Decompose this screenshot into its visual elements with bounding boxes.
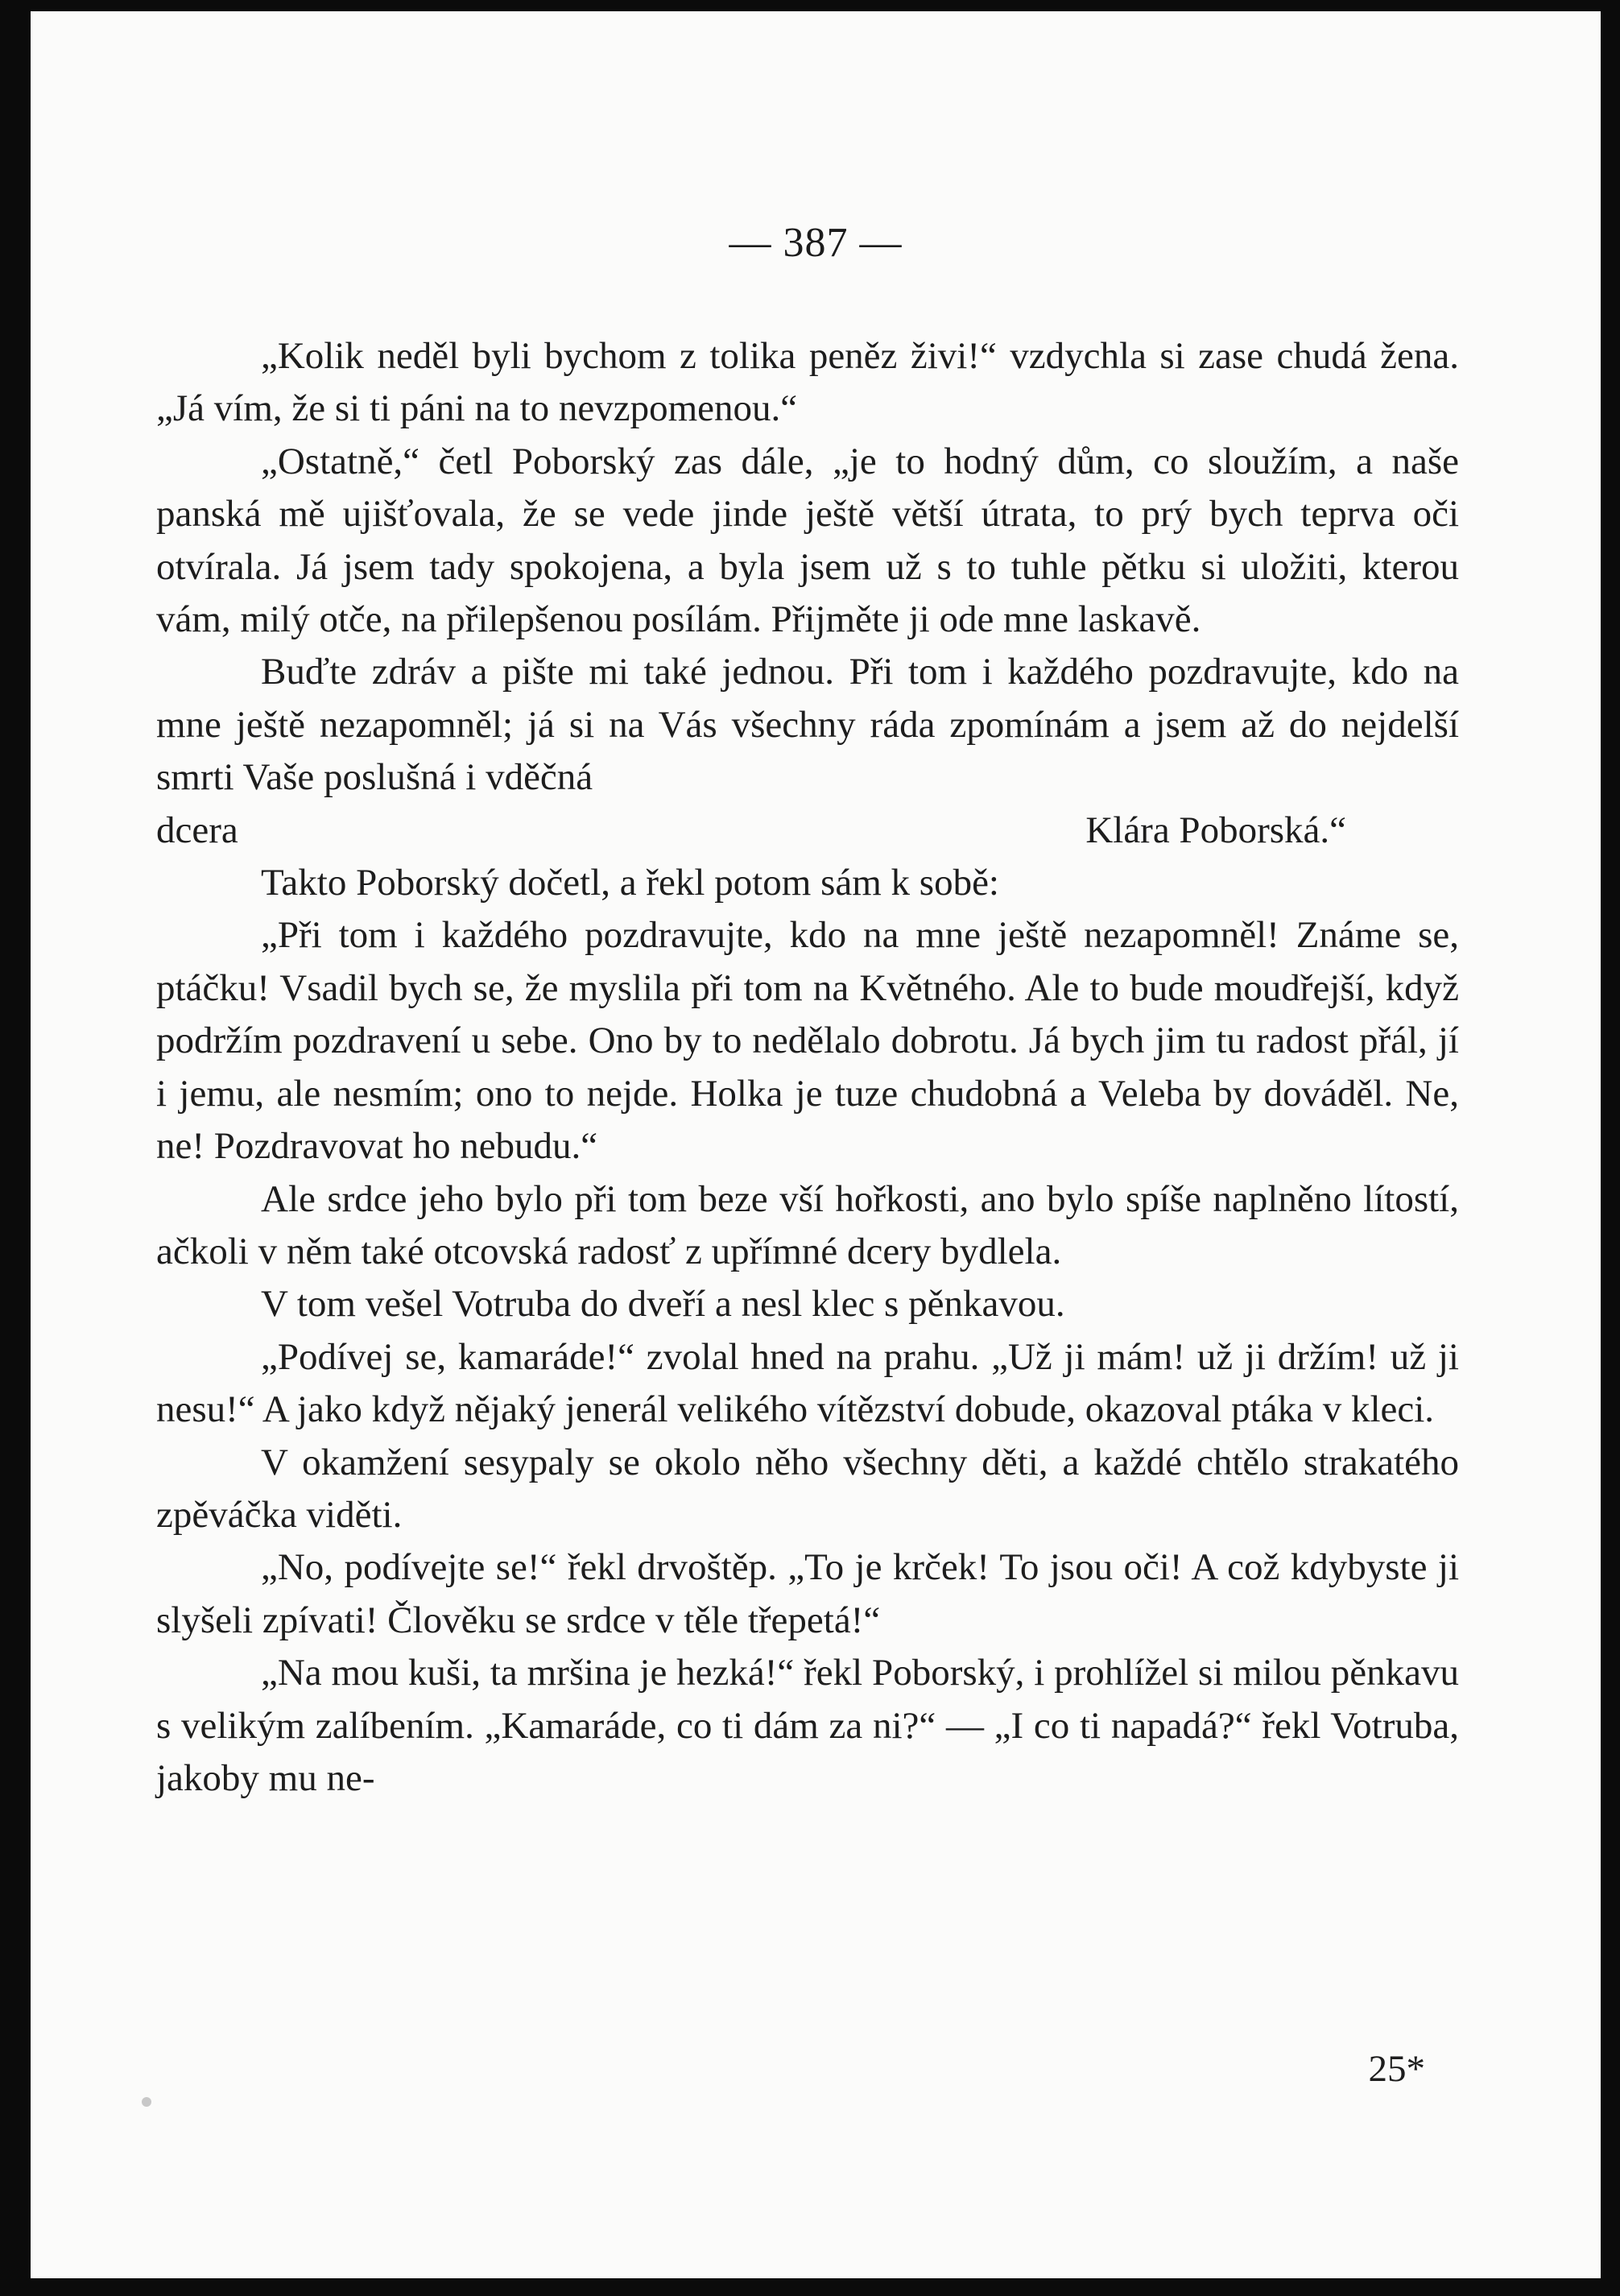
sheet-signature-marker: 25* xyxy=(1368,2048,1425,2090)
paragraph: „Podívej se, kamaráde!“ zvolal hned na prahu. „Už ji mám! už ji držím! už ji nesu!“ A jako když nějaký jenerál velikého vítězství dobude, okazoval ptáka v kleci. xyxy=(156,1335,1459,1431)
page-number: — 387 — xyxy=(729,220,903,266)
signature-name: Klára Poborská.“ xyxy=(1085,809,1346,851)
letter-signature xyxy=(156,805,1459,857)
book-page xyxy=(31,11,1601,2278)
paragraph: Takto Poborský dočetl, a řekl potom sám k sobě: xyxy=(261,862,999,904)
signature-left: dcera xyxy=(156,809,238,851)
paragraph: Ale srdce jeho bylo při tom beze vší hořkosti, ano bylo spíše naplněno lítostí, ačkoli v něm také otcovská radosť z upřímné dcery bydlela. xyxy=(156,1177,1459,1272)
paragraph: V tom vešel Votruba do dveří a nesl klec s pěnkavou. xyxy=(261,1283,1065,1326)
paragraph: Buďte zdráv a pište mi také jednou. Při tom i každého pozdravujte, kdo na mne ještě nezapomněl; já si na Vás všechny ráda zpomínám a jsem až do nejdelší smrti Vaše poslušná i vděčná xyxy=(156,651,1459,799)
paragraph: „Na mou kuši, ta mršina je hezká!“ řekl Poborský, i prohlížel si milou pěnkavu s velikým zalíbením. „Kamaráde, co ti dám za ni?“ — „I co ti napadá?“ řekl Votruba, jakoby mu ne- xyxy=(156,1652,1459,1799)
paragraph: „Kolik neděl byli bychom z tolika peněz živi!“ vzdychla si zase chudá žena. „Já vím, že si ti páni na to nevzpomenou.“ xyxy=(156,335,1459,430)
paragraph: „Při tom i každého pozdravujte, kdo na mne ještě nezapomněl! Známe se, ptáčku! Vsadil bych se, že myslila při tom na Květného. Ale to bude moudřejší, když podržím pozdravení u sebe. Ono by to nedělalo dobrotu. Já bych jim tu radost přál, jí i jemu, ale nesmím; ono to nejde. Holka je tuze chudobná a Veleba by dováděl. Ne, ne! Pozdravovat ho nebudu.“ xyxy=(156,914,1459,1168)
body-text xyxy=(156,330,1459,1805)
paragraph: „Ostatně,“ četl Poborský zas dále, „je to hodný dům, co sloužím, a naše panská mě ujišťovala, že se vede jinde ještě větší útrata, to prý bych teprva oči otvírala. Já jsem tady spokojena, a byla jsem už s to tuhle pětku si uložiti, kterou vám, milý otče, na přilepšenou posílám. Přijměte ji ode mne laskavě. xyxy=(156,440,1459,641)
paragraph: V okamžení sesypaly se okolo něho všechny děti, a každé chtělo strakatého zpěváčka viděti. xyxy=(156,1441,1459,1536)
paper-speck xyxy=(142,2097,151,2107)
paragraph: „No, podívejte se!“ řekl drvoštěp. „To je krček! To jsou oči! A což kdybyste ji slyšeli zpívati! Člověku se srdce v těle třepetá!“ xyxy=(156,1546,1459,1641)
